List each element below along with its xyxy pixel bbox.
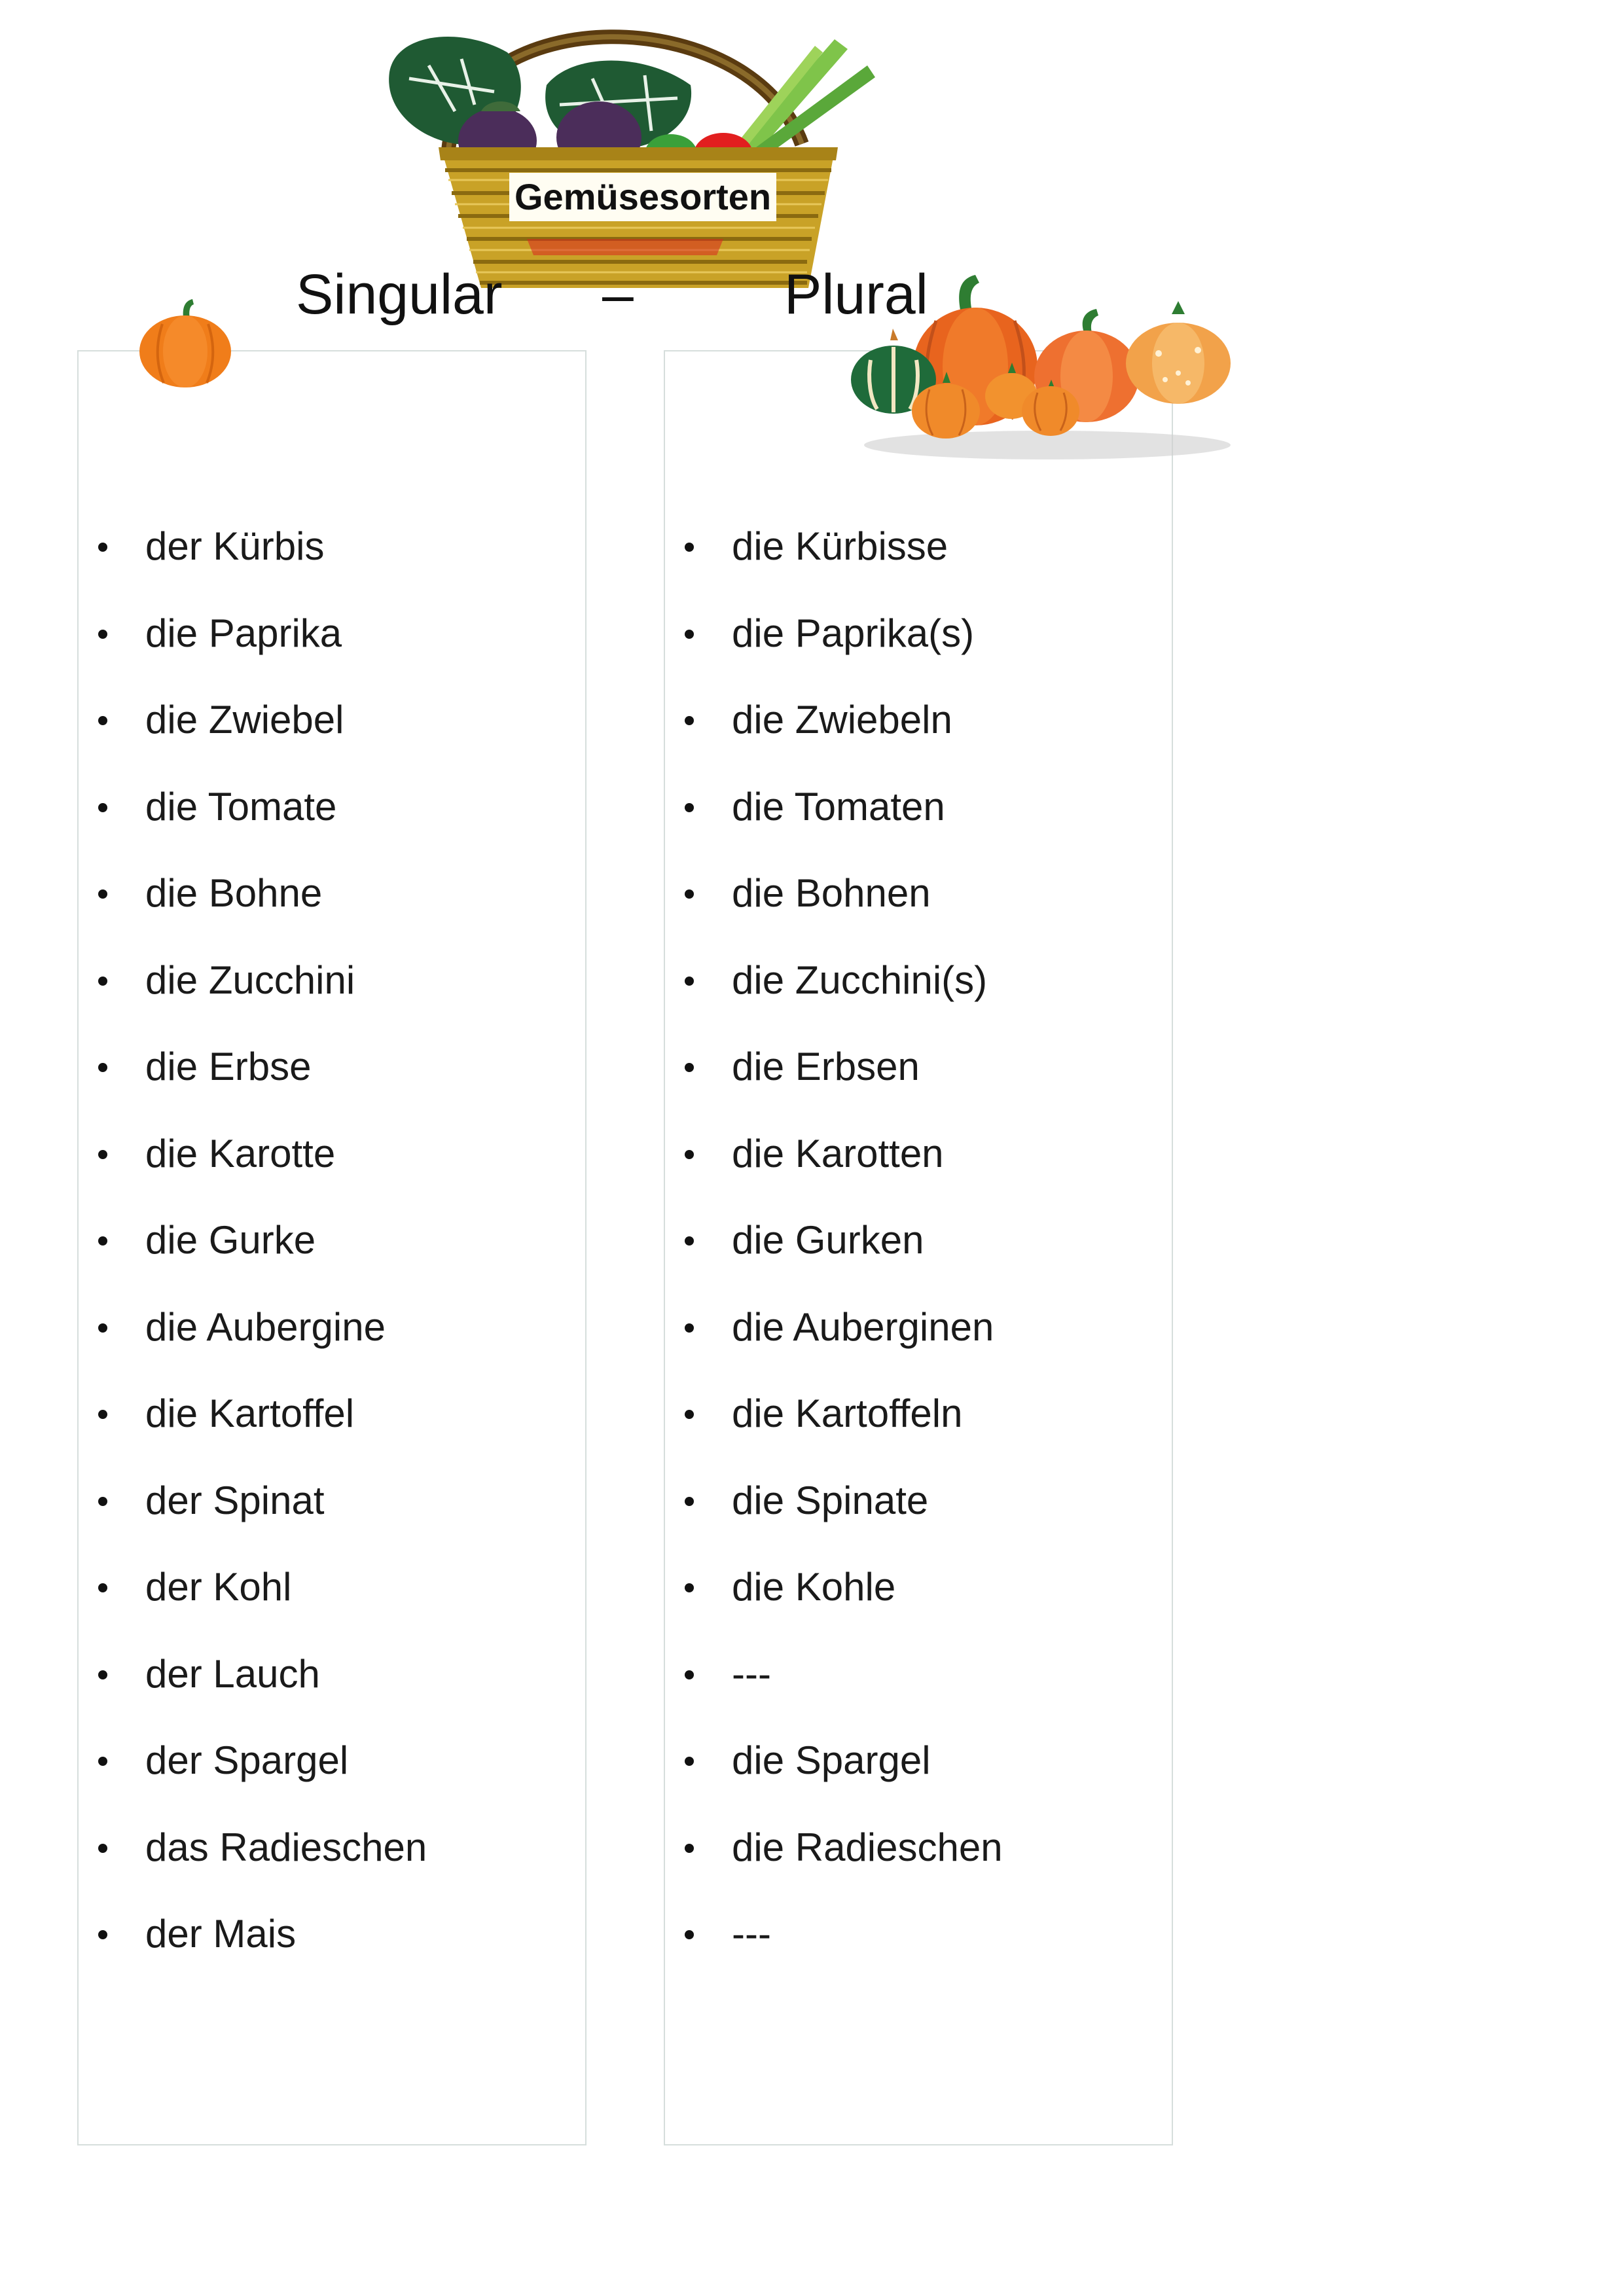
list-item: die Gurken bbox=[665, 1197, 1172, 1284]
list-item: die Tomaten bbox=[665, 764, 1172, 851]
list-item: die Kohle bbox=[665, 1544, 1172, 1631]
vegetable-basket-illustration bbox=[383, 13, 887, 301]
list-item: die Aubergine bbox=[79, 1284, 585, 1371]
list-item: die Spinate bbox=[665, 1458, 1172, 1545]
pumpkin-group-illustration bbox=[851, 275, 1234, 465]
page-title: Gemüsesorten bbox=[509, 173, 776, 221]
list-item: der Lauch bbox=[79, 1631, 585, 1718]
list-item: die Zucchini(s) bbox=[665, 937, 1172, 1024]
singular-column bbox=[77, 350, 586, 2145]
heading-singular: Singular bbox=[296, 263, 503, 326]
list-item: die Gurke bbox=[79, 1197, 585, 1284]
list-item: der Mais bbox=[79, 1891, 585, 1978]
singular-list bbox=[79, 503, 585, 1978]
list-item: --- bbox=[665, 1631, 1172, 1718]
list-item: die Paprika bbox=[79, 590, 585, 677]
list-item: --- bbox=[665, 1891, 1172, 1978]
list-item: das Radieschen bbox=[79, 1804, 585, 1892]
list-item: die Tomate bbox=[79, 764, 585, 851]
list-item: die Karotte bbox=[79, 1111, 585, 1198]
list-item: die Kartoffeln bbox=[665, 1371, 1172, 1458]
list-item: der Kohl bbox=[79, 1544, 585, 1631]
list-item: die Kürbisse bbox=[665, 503, 1172, 590]
list-item: der Kürbis bbox=[79, 503, 585, 590]
plural-list bbox=[665, 503, 1172, 1978]
list-item: die Auberginen bbox=[665, 1284, 1172, 1371]
heading-dash: – bbox=[602, 263, 634, 326]
list-item: die Zucchini bbox=[79, 937, 585, 1024]
list-item: der Spargel bbox=[79, 1717, 585, 1804]
list-item: der Spinat bbox=[79, 1458, 585, 1545]
list-item: die Kartoffel bbox=[79, 1371, 585, 1458]
list-item: die Bohne bbox=[79, 850, 585, 937]
list-item: die Radieschen bbox=[665, 1804, 1172, 1892]
list-item: die Spargel bbox=[665, 1717, 1172, 1804]
list-item: die Erbsen bbox=[665, 1024, 1172, 1111]
list-item: die Zwiebeln bbox=[665, 677, 1172, 764]
plural-column bbox=[664, 350, 1173, 2145]
list-item: die Erbse bbox=[79, 1024, 585, 1111]
heading-plural: Plural bbox=[784, 263, 928, 326]
list-item: die Karotten bbox=[665, 1111, 1172, 1198]
list-item: die Paprika(s) bbox=[665, 590, 1172, 677]
list-item: die Zwiebel bbox=[79, 677, 585, 764]
pumpkin-icon bbox=[136, 298, 234, 389]
list-item: die Bohnen bbox=[665, 850, 1172, 937]
